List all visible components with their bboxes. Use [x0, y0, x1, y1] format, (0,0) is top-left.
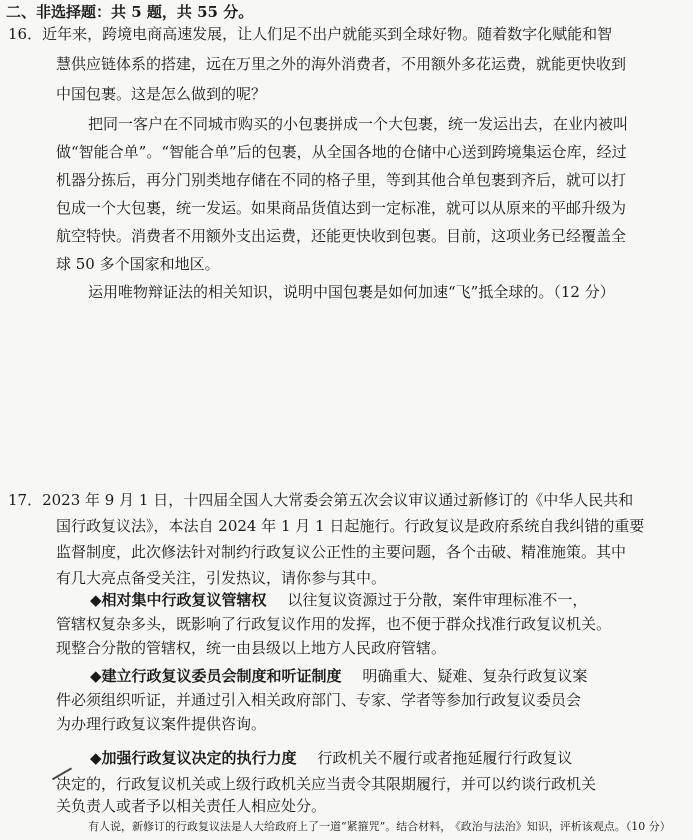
point-3-line: 决定的，行政复议机关或上级行政机关应当责令其限期履行，并可以约谈行政机关 — [56, 775, 597, 793]
point-3-text: 行政机关不履行或者拖延履行行政复议 — [317, 749, 573, 767]
point-1-line: 现整合分散的管辖权，统一由县级以上地方人民政府管辖。 — [56, 639, 447, 657]
q17-intro-line: 17．2023 年 9 月 1 日，十四届全国人大常委会第五次会议审议通过新修订的《中华人民共和 — [8, 491, 634, 509]
q17-intro-line: 国行政复议法》，本法自 2024 年 1 月 1 日起施行。行政复议是政府系统自我纠错的重要 — [56, 517, 645, 535]
section-header: 二、非选择题：共 5 题，共 55 分。 — [6, 3, 254, 21]
point-1-line: 管辖权复杂多头，既影响了行政复议作用的发挥，也不便于群众找准行政复议机关。 — [56, 615, 612, 633]
q16-line: 做“智能合单”。“智能合单”后的包裹，从全国各地的仓储中心送到跨境集运仓库，经过 — [56, 143, 627, 161]
point-1-title: ◆相对集中行政复议管辖权 — [90, 591, 267, 609]
q17-question-line: 有人说，新修订的行政复议法是人大给政府上了一道“紧箍咒”。结合材料， 《政治与法治》知识，评析该观点。（10 分） — [88, 820, 671, 833]
point-2-title: ◆建立行政复议委员会制度和听证制度 — [90, 667, 342, 685]
q16-line: 包成一个大包裹，统一发运。如果商品货值达到一定标准，就可以从原来的平邮升级为 — [56, 199, 627, 217]
q16-line: 球 50 多个国家和地区。 — [56, 255, 220, 273]
point-3-title: ◆加强行政复议决定的执行力度 — [90, 749, 297, 767]
point-2-line: 件必须组织听证，并通过引入相关政府部门、专家、学者等参加行政复议委员会 — [56, 691, 582, 709]
q16-line: 航空特快。消费者不用额外支出运费，还能更快收到包裹。目前，这项业务已经覆盖全 — [56, 227, 627, 245]
point-2-text: 明确重大、疑难、复杂行政复议案 — [362, 667, 588, 685]
q16-line: 16．近年来，跨境电商高速发展，让人们足不出户就能买到全球好物。随着数字化赋能和智 — [8, 25, 613, 43]
point-1 — [90, 590, 587, 610]
point-1-text: 以往复议资源过于分散，案件审理标准不一， — [287, 591, 588, 609]
point-3-line: 关负责人或者予以相关责任人相应处分。 — [56, 797, 327, 815]
q16-line: 中国包裹。这是怎么做到的呢？ — [56, 85, 267, 103]
q17-question-line-2: 《政治与法治》知识，评析该观点。（10 分） — [455, 820, 671, 833]
q17-intro-line: 监督制度，此次修法针对制约行政复议公正性的主要问题，各个击破、精准施策。其中 — [56, 543, 627, 561]
point-2 — [90, 666, 587, 686]
q16-line: 把同一客户在不同城市购买的小包裹拼成一个大包裹，统一发运出去，在业内被叫 — [88, 115, 629, 133]
q16-line: 机器分拣后，再分门别类地存储在不同的格子里，等到其他合单包裹到齐后，就可以打 — [56, 171, 627, 189]
q17-intro-line: 有几大亮点备受关注，引发热议，请你参与其中。 — [56, 569, 387, 587]
point-2-line: 为办理行政复议案件提供咨询。 — [56, 715, 267, 733]
point-3 — [90, 748, 572, 768]
q16-prompt: 运用唯物辩证法的相关知识，说明中国包裹是如何加速“飞”抵全球的。（12 分） — [88, 283, 615, 301]
q16-line: 慧供应链体系的搭建，远在万里之外的海外消费者，不用额外多花运费，就能更快收到 — [56, 55, 627, 73]
